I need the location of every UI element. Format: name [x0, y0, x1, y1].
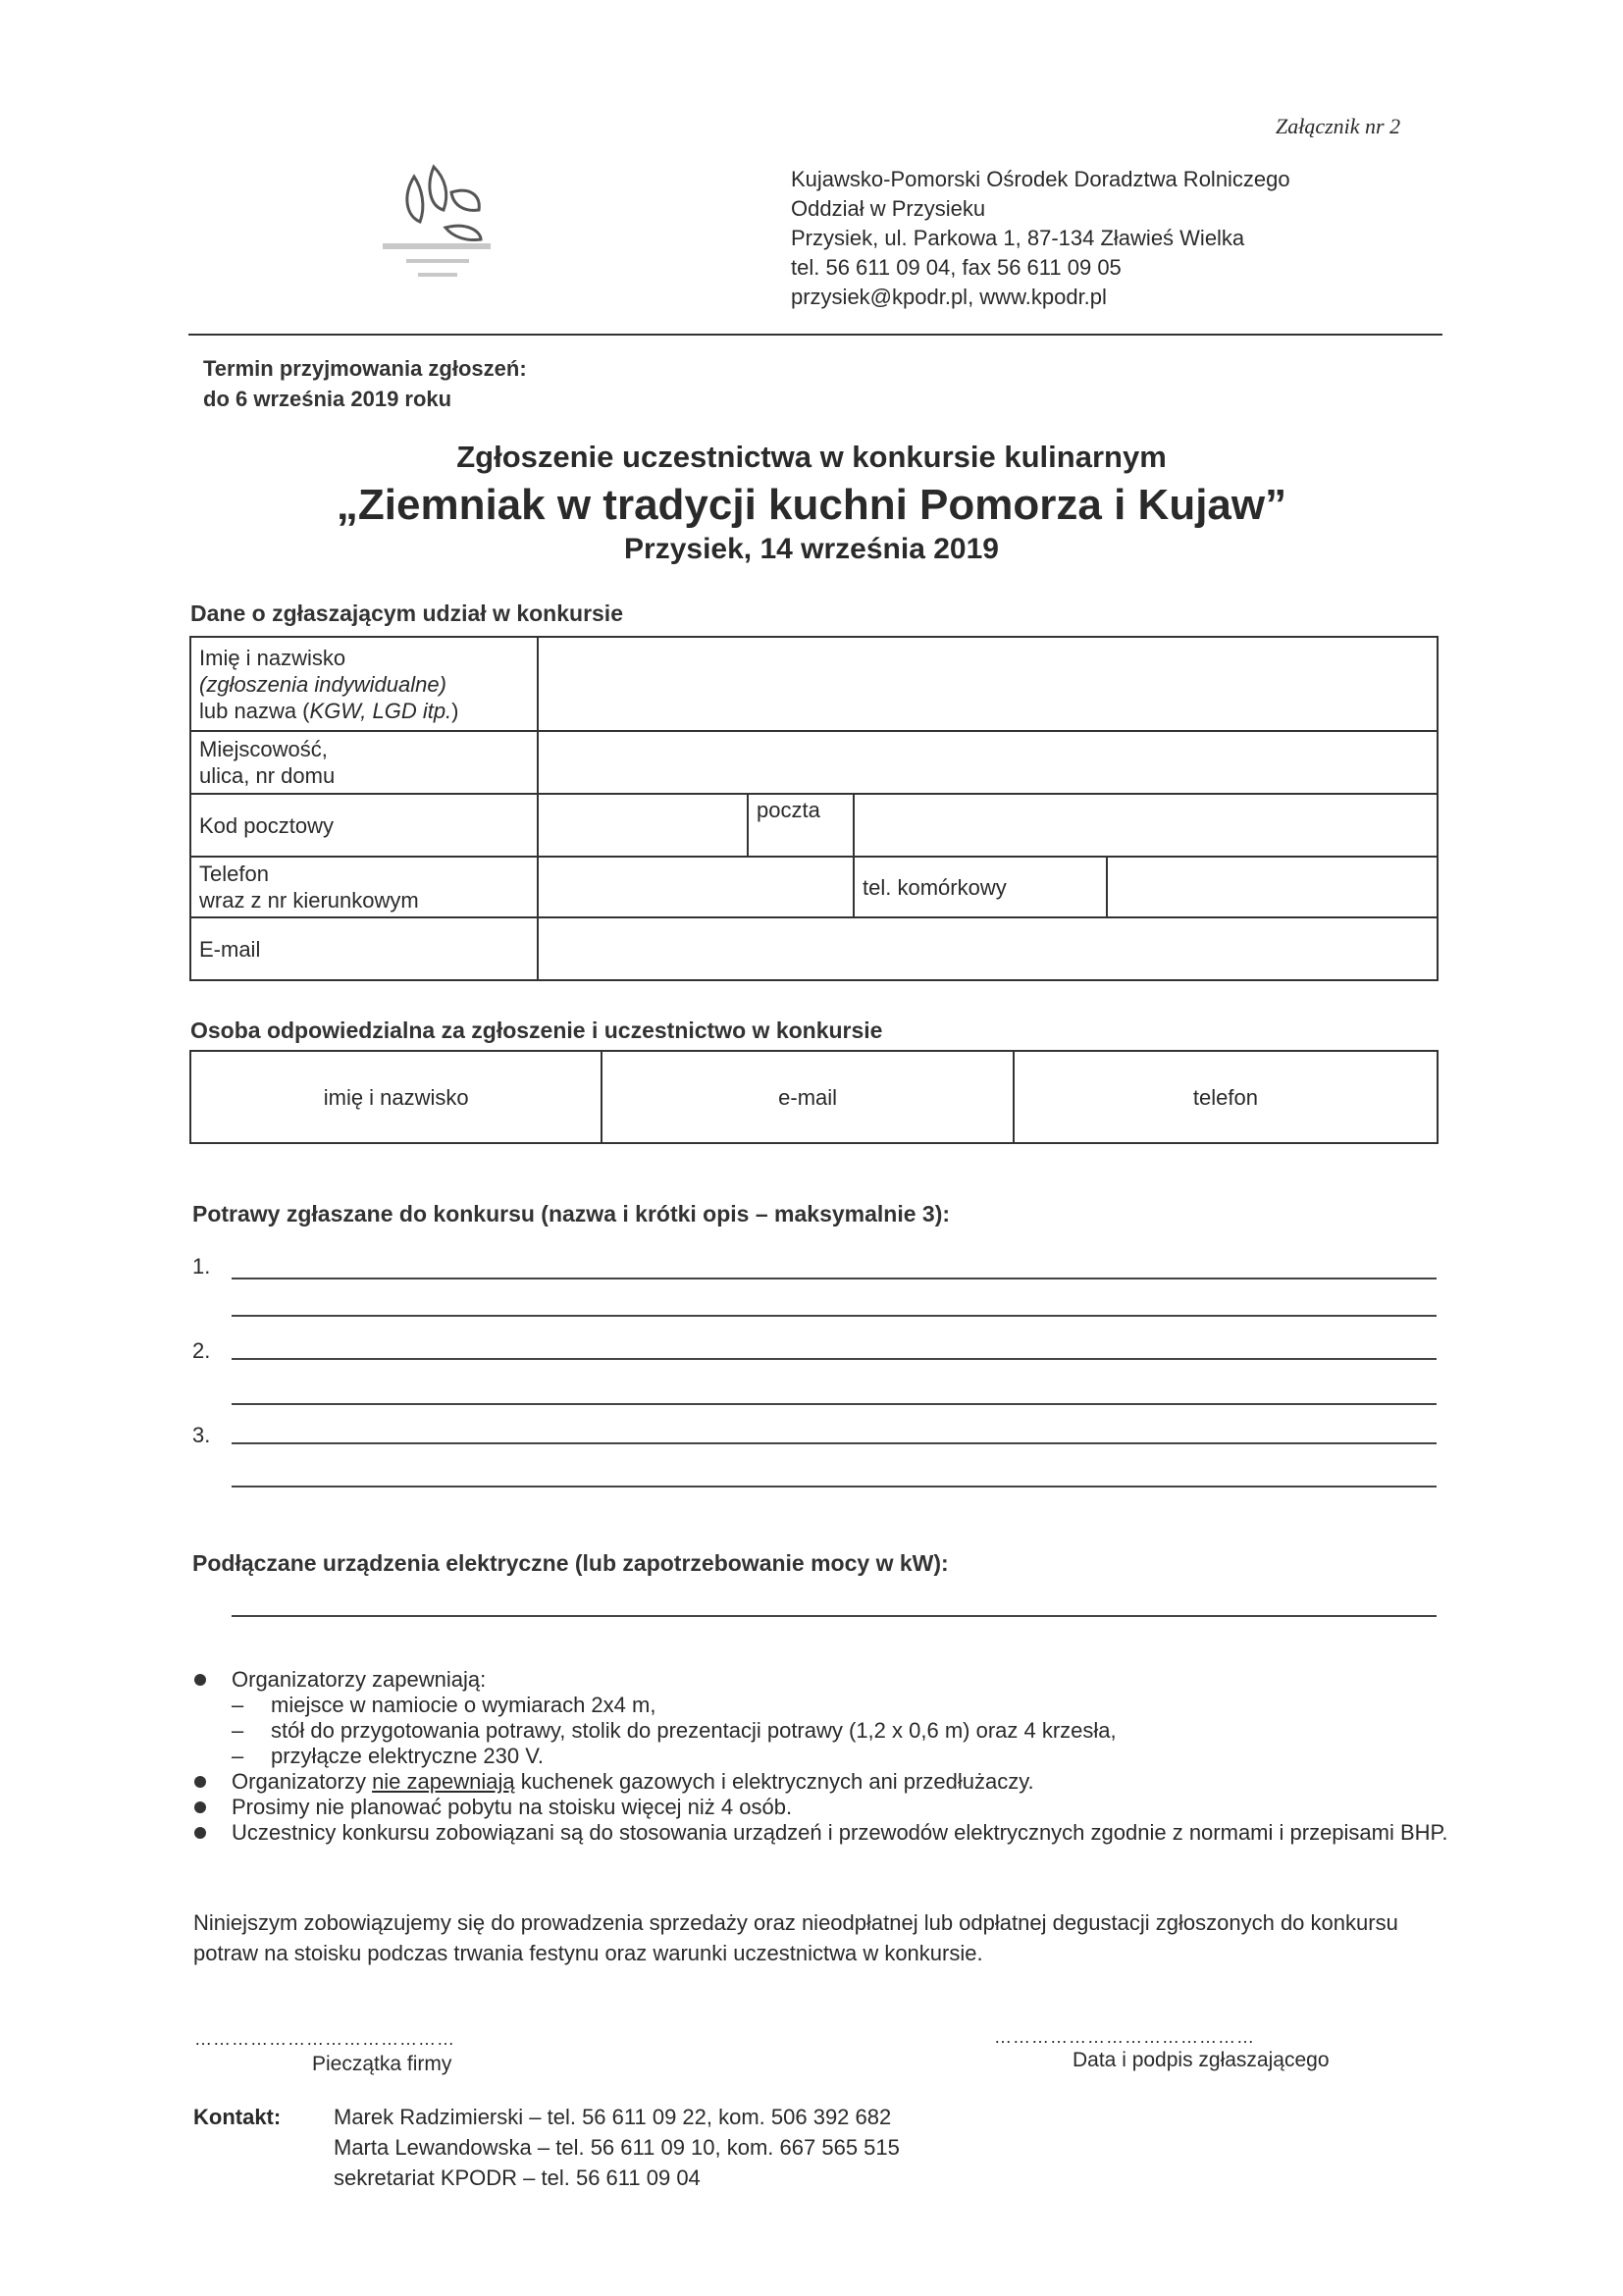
contact-person: Marta Lewandowska – tel. 56 611 09 10, kom. 667 565 515 — [334, 2135, 900, 2160]
email-field[interactable] — [538, 917, 1438, 980]
contact-person: Marek Radzimierski – tel. 56 611 09 22, kom. 506 392 682 — [334, 2105, 892, 2129]
dish-line[interactable] — [232, 1486, 1437, 1487]
post-office-label: poczta — [748, 794, 854, 857]
dish-number-3: 3. — [192, 1423, 211, 1447]
note-subitem: – przyłącze elektryczne 230 V. — [232, 1744, 1453, 1769]
name-field[interactable] — [538, 637, 1438, 731]
org-street: Przysiek, ul. Parkowa 1, 87-134 Zławieś Wielka — [791, 226, 1245, 250]
stamp-dotted-line: …………………………………… — [194, 2029, 455, 2049]
responsible-name-field[interactable]: imię i nazwisko — [190, 1051, 602, 1143]
mobile-label: tel. komórkowy — [854, 857, 1107, 917]
org-phone: tel. 56 611 09 04, fax 56 611 09 05 — [791, 255, 1122, 280]
org-name: Kujawsko-Pomorski Ośrodek Doradztwa Rolniczego — [791, 167, 1290, 191]
note-item: Organizatorzy zapewniają: – miejsce w namiocie o wymiarach 2x4 m, – stół do przygotowania potrawy, stolik do prezentacji potrawy (1,2 x 0,6 m) oraz 4 krzesła, – przyłącze elektryczne 230 V. — [192, 1667, 1453, 1769]
name-label: Imię i nazwisko (zgłoszenia indywidualne) lub nazwa (KGW, LGD itp.) — [190, 637, 538, 731]
deadline-line2: do 6 września 2019 roku — [203, 387, 452, 411]
header-divider — [188, 334, 1442, 336]
declaration-text: Niniejszym zobowiązujemy się do prowadzenia sprzedaży oraz nieodpłatnej lub odpłatnej degustacji zgłoszonych do konkursu potraw na stoisku podczas trwania festynu oraz warunki uczestnictwa w konkursie. — [193, 1910, 1398, 1965]
dish-number-2: 2. — [192, 1338, 211, 1363]
note-item: Prosimy nie planować pobytu na stoisku więcej niż 4 osób. — [192, 1795, 1453, 1820]
contest-date: Przysiek, 14 września 2019 — [624, 533, 999, 565]
signature-dotted-line: …………………………………… — [994, 2027, 1255, 2047]
post-office-field[interactable] — [854, 794, 1438, 857]
electric-heading: Podłączane urządzenia elektryczne (lub zapotrzebowanie mocy w kW): — [192, 1550, 949, 1576]
dish-number-1: 1. — [192, 1254, 211, 1278]
phone-label: Telefon wraz z nr kierunkowym — [190, 857, 538, 917]
applicant-table — [189, 636, 1439, 981]
responsible-email-field[interactable]: e-mail — [602, 1051, 1013, 1143]
electric-line[interactable] — [232, 1615, 1437, 1617]
organizer-notes — [192, 1667, 1453, 1846]
note-subitem: – miejsce w namiocie o wymiarach 2x4 m, — [232, 1693, 1453, 1718]
dish-line[interactable] — [232, 1358, 1437, 1360]
responsible-table — [189, 1050, 1439, 1144]
organization-address — [791, 165, 1290, 312]
postcode-label: Kod pocztowy — [190, 794, 538, 857]
address-field[interactable] — [538, 731, 1438, 794]
form-title: Zgłoszenie uczestnictwa w konkursie kulinarnym — [456, 440, 1167, 474]
dish-line[interactable] — [232, 1315, 1437, 1317]
note-subitem: – stół do przygotowania potrawy, stolik do prezentacji potrawy (1,2 x 0,6 m) oraz 4 krzesła, — [232, 1718, 1453, 1744]
org-web: przysiek@kpodr.pl, www.kpodr.pl — [791, 285, 1107, 309]
dish-line[interactable] — [232, 1403, 1437, 1405]
mobile-field[interactable] — [1107, 857, 1438, 917]
note-item: Uczestnicy konkursu zobowiązani są do stosowania urządzeń i przewodów elektrycznych zgodnie z normami i przepisami BHP. — [192, 1820, 1453, 1846]
dishes-heading: Potrawy zgłaszane do konkursu (nazwa i krótki opis – maksymalnie 3): — [192, 1201, 951, 1226]
responsible-heading: Osoba odpowiedzialna za zgłoszenie i uczestnictwo w konkursie — [190, 1018, 883, 1043]
kpodr-logo — [324, 137, 550, 314]
responsible-phone-field[interactable]: telefon — [1014, 1051, 1438, 1143]
phone-field[interactable] — [538, 857, 854, 917]
contact-label: Kontakt: — [193, 2105, 282, 2129]
dish-line[interactable] — [232, 1442, 1437, 1444]
email-label: E-mail — [190, 917, 538, 980]
annex-label: Załącznik nr 2 — [1276, 114, 1401, 138]
deadline-line1: Termin przyjmowania zgłoszeń: — [203, 356, 527, 381]
contact-block — [193, 2102, 900, 2193]
deadline-block — [203, 353, 527, 414]
org-branch: Oddział w Przysieku — [791, 196, 986, 221]
applicant-heading: Dane o zgłaszającym udział w konkursie — [190, 600, 623, 626]
signature-label: Data i podpis zgłaszającego — [1073, 2049, 1330, 2071]
dish-line[interactable] — [232, 1278, 1437, 1279]
contact-person: sekretariat KPODR – tel. 56 611 09 04 — [334, 2166, 701, 2190]
address-label: Miejscowość, ulica, nr domu — [190, 731, 538, 794]
stamp-label: Pieczątka firmy — [312, 2053, 452, 2075]
note-item: Organizatorzy nie zapewniają kuchenek gazowych i elektrycznych ani przedłużaczy. — [192, 1769, 1453, 1795]
contest-name: „Ziemniak w tradycji kuchni Pomorza i Kujaw” — [336, 481, 1287, 529]
postcode-field[interactable] — [538, 794, 748, 857]
